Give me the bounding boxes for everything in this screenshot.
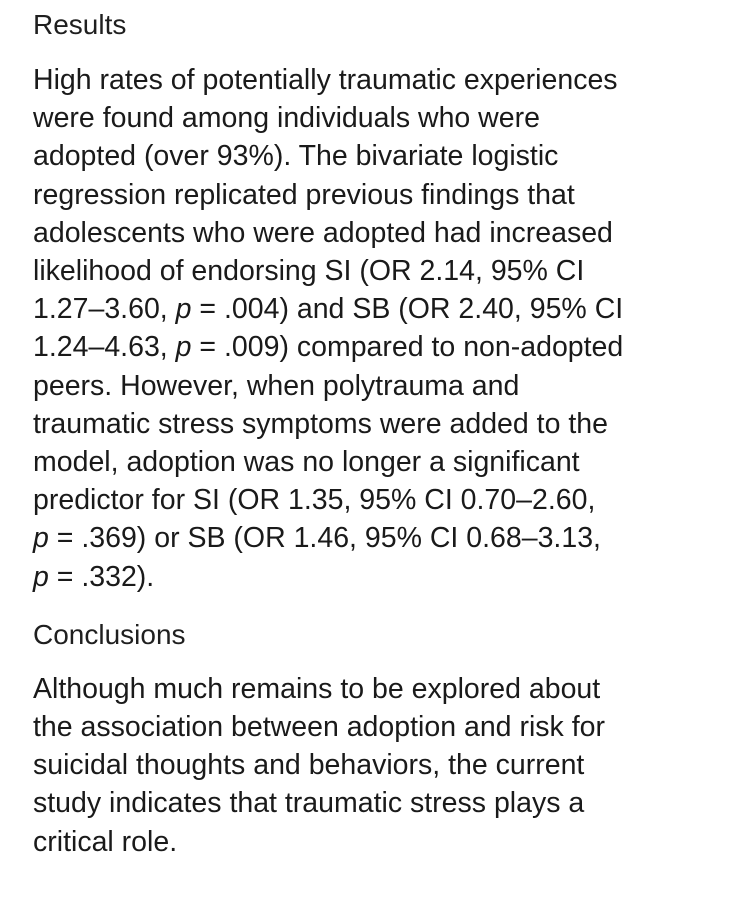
text-line [33, 61, 730, 99]
text-segment: regression replicated previous findings that [33, 178, 575, 211]
text-line [33, 481, 730, 519]
text-line [33, 823, 730, 861]
p-value-symbol: p [175, 293, 192, 326]
text-segment: High rates of potentially traumatic experiences [33, 64, 618, 96]
text-segment: predictor for SI (OR 1.35, 95% CI 0.70–2.60, [33, 484, 596, 517]
text-line [33, 328, 730, 366]
p-value-symbol: p [33, 522, 49, 555]
p-value-symbol: p [175, 331, 192, 364]
text-segment: critical role. [33, 825, 178, 858]
text-line [33, 784, 730, 822]
p-value-symbol: p [33, 560, 49, 593]
text-segment: = .009) compared to non-adopted [191, 331, 624, 364]
conclusions-heading: Conclusions [33, 618, 186, 650]
text-segment: = .369) or SB (OR 1.46, 95% CI 0.68–3.13, [48, 522, 601, 555]
text-segment: 1.24–4.63, [33, 331, 176, 364]
text-segment: adolescents who were adopted had increased [33, 216, 613, 249]
text-segment: the association between adoption and risk for [33, 711, 605, 744]
text-segment: were found among individuals who were [33, 102, 540, 135]
text-line [33, 558, 730, 596]
text-line [33, 746, 730, 784]
text-line [33, 137, 730, 175]
text-segment: Although much remains to be explored about [33, 672, 601, 705]
text-line [33, 708, 730, 746]
text-line [33, 290, 730, 328]
text-segment: 1.27–3.60, [33, 293, 176, 326]
text-line [33, 670, 730, 708]
text-line [33, 99, 730, 137]
text-segment: = .004) and SB (OR 2.40, 95% CI [191, 293, 624, 326]
text-segment: traumatic stress symptoms were added to the [33, 407, 608, 440]
text-segment: suicidal thoughts and behaviors, the current [33, 749, 585, 782]
text-line [33, 214, 730, 252]
text-segment: study indicates that traumatic stress plays a [33, 787, 585, 820]
text-segment: likelihood of endorsing SI (OR 2.14, 95% CI [33, 255, 585, 288]
text-segment: = .332). [48, 560, 155, 593]
text-line [33, 252, 730, 290]
text-segment: peers. However, when polytrauma and [33, 369, 520, 402]
text-line [33, 367, 730, 405]
text-segment: model, adoption was no longer a significant [33, 446, 580, 479]
text-line [33, 443, 730, 481]
conclusions-paragraph [33, 670, 730, 861]
results-paragraph [33, 61, 730, 596]
results-heading: Results [33, 9, 127, 40]
text-segment: adopted (over 93%). The bivariate logistic [33, 140, 559, 173]
text-line [33, 176, 730, 214]
text-line [33, 405, 730, 443]
text-line [33, 519, 730, 557]
